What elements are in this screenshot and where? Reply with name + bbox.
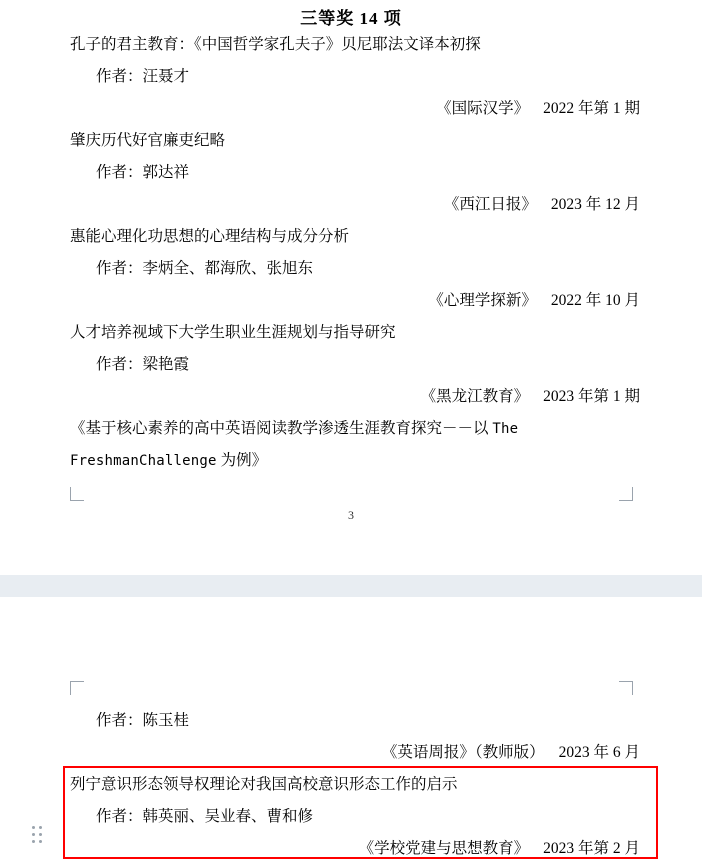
entry-authors: 作者：李炳全、都海欣、张旭东 bbox=[96, 260, 314, 277]
dot bbox=[39, 833, 42, 836]
entry-title-mono-2: Challenge bbox=[139, 453, 217, 469]
document-page-2 bbox=[0, 597, 702, 863]
entry-issue: 2023 年 12 月 bbox=[550, 196, 640, 213]
entry-title-wrapped bbox=[70, 413, 640, 477]
entry-source bbox=[70, 737, 640, 769]
entry-authors: 作者：郭达祥 bbox=[96, 164, 190, 181]
dot bbox=[32, 826, 35, 829]
entry-journal: 《国际汉学》 bbox=[436, 100, 530, 117]
drag-handle-dots-icon[interactable] bbox=[32, 826, 46, 846]
page-number: 3 bbox=[348, 508, 354, 522]
entry-journal: 《西江日报》 bbox=[443, 196, 537, 213]
entry-journal: 《心理学探新》 bbox=[428, 292, 537, 309]
crop-mark-top-left bbox=[70, 681, 84, 695]
entry-authors: 作者：陈玉桂 bbox=[96, 712, 190, 729]
entry-title-part-2: 为例》 bbox=[216, 452, 268, 469]
entry-issue: 2022 年 10 月 bbox=[550, 292, 640, 309]
entry-journal: 《黑龙江教育》 bbox=[420, 388, 530, 405]
entry-issue: 2023 年第 1 期 bbox=[543, 388, 640, 405]
entry-source bbox=[70, 93, 640, 125]
entry-title-mono-1: The Freshman bbox=[70, 421, 519, 469]
entry-journal: 《英语周报》（教师版） bbox=[381, 744, 545, 761]
highlighted-entry-title: 列宁意识形态领导权理论对我国高校意识形态工作的启示 bbox=[70, 776, 458, 793]
crop-mark-bottom-left bbox=[70, 487, 84, 501]
highlighted-entry-source bbox=[70, 833, 640, 865]
dot bbox=[32, 833, 35, 836]
page-2-content bbox=[0, 597, 702, 865]
page-1-content bbox=[0, 29, 702, 477]
highlighted-entry-journal: 《学校党建与思想教育》 bbox=[358, 840, 530, 857]
entry-title: 肇庆历代好官廉吏纪略 bbox=[70, 132, 226, 149]
entry-issue: 2023 年 6 月 bbox=[558, 744, 640, 761]
highlighted-entry-authors: 作者：韩英丽、吴业春、曹和修 bbox=[96, 808, 314, 825]
entry-issue: 2022 年第 1 期 bbox=[543, 100, 640, 117]
entry-authors: 作者：梁艳霞 bbox=[96, 356, 190, 373]
entry-source bbox=[70, 285, 640, 317]
page-title: 三等奖 14 项 bbox=[300, 9, 402, 28]
entry-title: 孔子的君主教育：《中国哲学家孔夫子》贝尼耶法文译本初探 bbox=[70, 36, 481, 53]
entry-title: 惠能心理化功思想的心理结构与成分分析 bbox=[70, 228, 350, 245]
highlighted-entry-issue: 2023 年第 2 月 bbox=[543, 840, 640, 857]
dot bbox=[39, 826, 42, 829]
page-separator bbox=[0, 575, 702, 597]
crop-mark-bottom-right bbox=[619, 487, 633, 501]
dot bbox=[39, 840, 42, 843]
dot bbox=[32, 840, 35, 843]
entry-source bbox=[70, 381, 640, 413]
entry-authors: 作者：汪聂才 bbox=[96, 68, 190, 85]
entry-source bbox=[70, 189, 640, 221]
crop-mark-top-right bbox=[619, 681, 633, 695]
entry-title: 人才培养视域下大学生职业生涯规划与指导研究 bbox=[70, 324, 396, 341]
entry-title-part-1: 《基于核心素养的高中英语阅读教学渗透生涯教育探究－－以 bbox=[70, 420, 493, 437]
